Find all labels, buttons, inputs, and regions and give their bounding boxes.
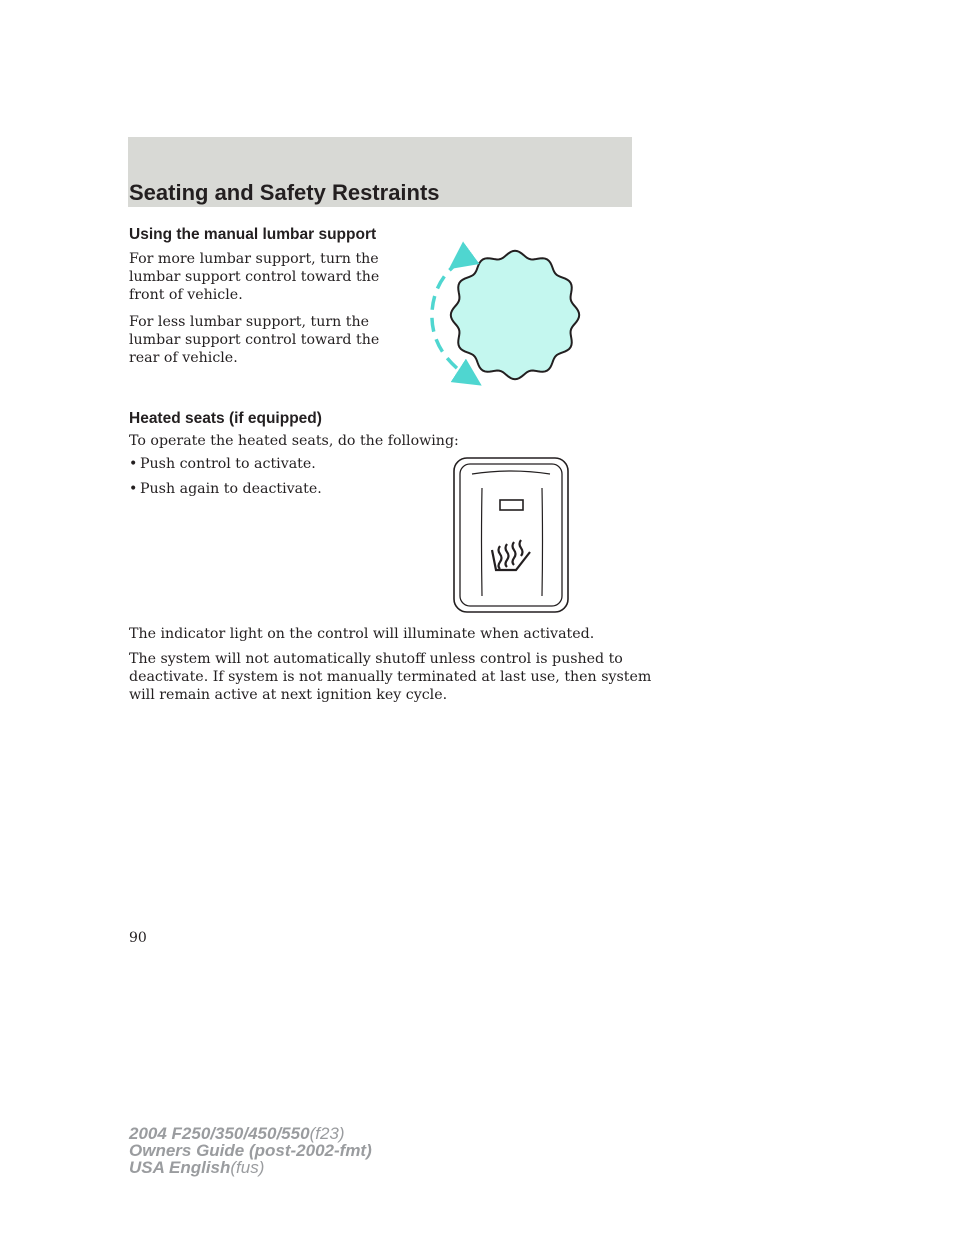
bullet-dot: • [129,481,138,497]
heated-intro [129,432,459,450]
bullet-item [129,481,322,497]
lumbar-knob-icon [420,240,590,390]
heated-seat-switch-icon [452,456,570,614]
footer-model: 2004 F250/350/450/550 [129,1124,310,1143]
footer [129,1125,372,1176]
text-line: To operate the heated seats, do the following: [129,433,459,449]
text-line: lumbar support control toward the [129,269,380,285]
bullet-dot: • [129,456,138,472]
footer-model-code: (f23) [309,1124,345,1143]
text-line: The indicator light on the control will illuminate when activated. [129,626,595,642]
text-line: front of vehicle. [129,287,243,303]
text-line: For more lumbar support, turn the [129,251,379,267]
text-line: lumbar support control toward the [129,332,380,348]
text-line: will remain active at next ignition key cycle. [129,687,448,703]
heated-heading: Heated seats (if equipped) [129,410,322,427]
bullet-item [129,456,316,472]
lumbar-heading: Using the manual lumbar support [129,226,377,243]
footer-language: USA English [129,1158,231,1177]
footer-guide: Owners Guide (post-2002-fmt) [129,1141,372,1160]
knob-body [451,251,579,379]
text-line: rear of vehicle. [129,350,238,366]
page-number: 90 [129,930,147,946]
bullet-text: Push control to activate. [140,456,316,472]
lumbar-more-paragraph [129,250,379,304]
text-line: The system will not automatically shutoff unless control is pushed to [129,651,623,667]
indicator-paragraph [129,625,594,643]
bullet-text: Push again to deactivate. [140,481,322,497]
section-title: Seating and Safety Restraints [129,180,440,205]
text-line: deactivate. If system is not manually terminated at last use, then system [129,669,652,685]
footer-language-code: (fus) [230,1158,265,1177]
lumbar-less-paragraph [129,313,379,367]
text-line: For less lumbar support, turn the [129,314,369,330]
system-paragraph [129,650,651,704]
